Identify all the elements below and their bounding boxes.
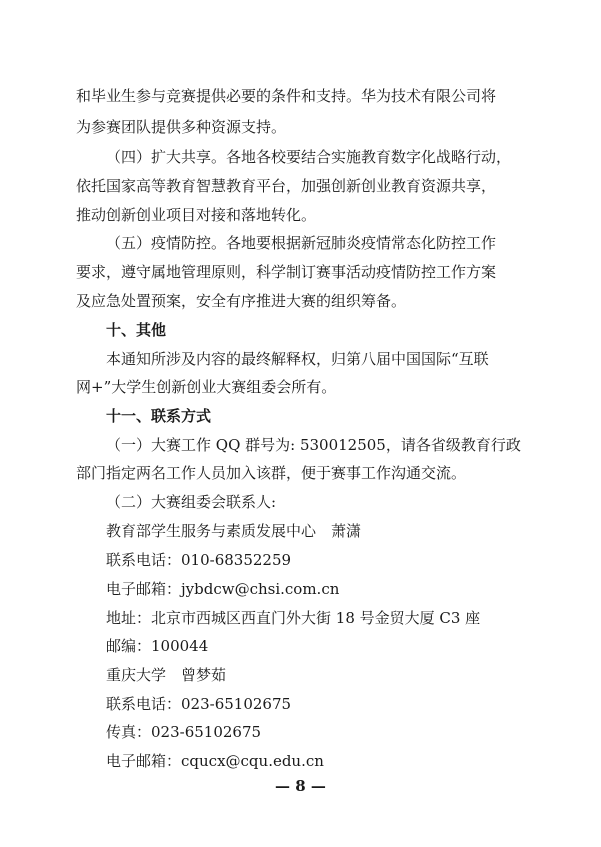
contact-phone: 联系电话：010-68352259: [106, 551, 292, 569]
paragraph-line: （二）大赛组委会联系人:: [106, 493, 277, 511]
contact-organization: 重庆大学 曾梦茹: [106, 666, 227, 684]
paragraph-line: （一）大赛工作 QQ 群号为: 530012505，请各省级教育行政: [106, 436, 521, 454]
contact-fax: 传真：023-65102675: [106, 723, 262, 741]
contact-postcode: 邮编：100044: [106, 637, 209, 655]
paragraph-line: 和毕业生参与竞赛提供必要的条件和支持。华为技术有限公司将: [76, 87, 497, 105]
paragraph-line: 推动创新创业项目对接和落地转化。: [76, 206, 317, 224]
contact-address: 地址：北京市西城区西直门外大街 18 号金贸大厦 C3 座: [106, 609, 481, 627]
paragraph-line: （四）扩大共享。各地各校要结合实施教育数字化战略行动，: [106, 148, 512, 166]
paragraph-line: 网+”大学生创新创业大赛组委会所有。: [76, 378, 337, 396]
paragraph-line: 及应急处置预案，安全有序推进大赛的组织筹备。: [76, 292, 407, 310]
contact-email: 电子邮箱：cqucx@cqu.edu.cn: [106, 752, 324, 770]
section-heading-other: 十、其他: [106, 321, 167, 339]
paragraph-line: 部门指定两名工作人员加入该群，便于赛事工作沟通交流。: [76, 464, 467, 482]
page-number: — 8 —: [275, 777, 326, 795]
section-heading-contact: 十一、联系方式: [106, 407, 212, 425]
paragraph-line: 要求，遵守属地管理原则，科学制订赛事活动疫情防控工作方案: [76, 263, 497, 281]
paragraph-line: 为参赛团队提供多种资源支持。: [76, 118, 287, 136]
paragraph-line: （五）疫情防控。各地要根据新冠肺炎疫情常态化防控工作: [106, 234, 497, 252]
paragraph-line: 本通知所涉及内容的最终解释权，归第八届中国国际“互联: [106, 350, 489, 368]
contact-email: 电子邮箱：jybdcw@chsi.com.cn: [106, 580, 340, 598]
contact-phone: 联系电话：023-65102675: [106, 695, 292, 713]
contact-organization: 教育部学生服务与素质发展中心 萧潇: [106, 522, 362, 540]
paragraph-line: 依托国家高等教育智慧教育平台，加强创新创业教育资源共享，: [76, 177, 497, 195]
